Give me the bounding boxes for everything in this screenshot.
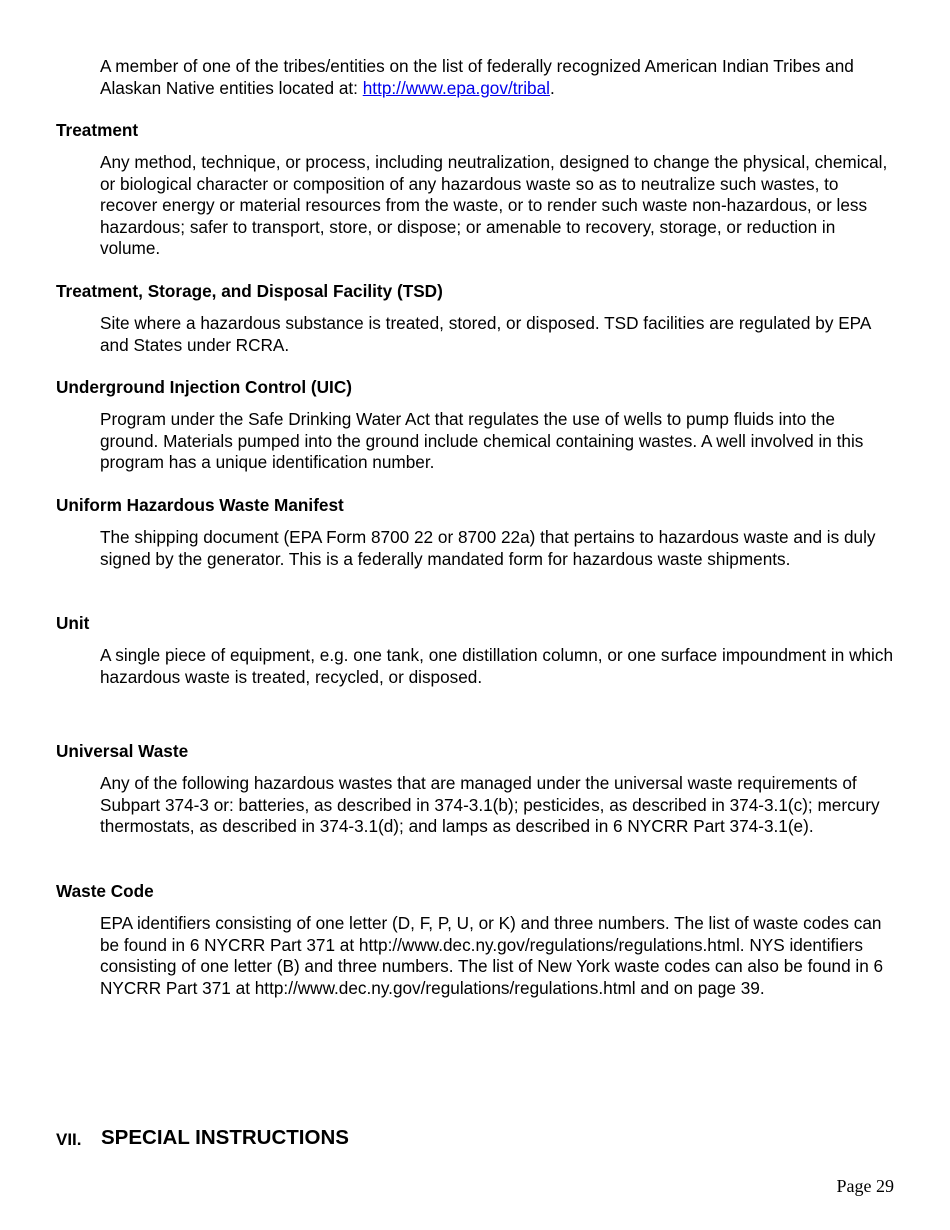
term-unit: Unit xyxy=(56,613,90,633)
intro-text: A member of one of the tribes/entities on the list of federally recognized American Indian Tribes and Alaskan Native entities located at: xyxy=(100,56,854,98)
term-treatment: Treatment xyxy=(56,120,139,140)
definition-waste-code: EPA identifiers consisting of one letter (D, F, P, U, or K) and three numbers. The list of waste codes can be found in 6 NYCRR Part 371 at http://www.dec.ny.gov/regulations/regulations.html. NYS identifiers consisting of one letter (B) and three numbers. The list of New York waste codes can also be found in 6 NYCRR Part 371 at http://www.dec.ny.gov/regulations/regulations.html and on page 39. xyxy=(100,913,884,998)
page-number: Page 29 xyxy=(836,1176,894,1196)
tribal-link[interactable]: http://www.epa.gov/tribal xyxy=(362,77,550,98)
definition-uic: Program under the Safe Drinking Water Act that regulates the use of wells to pump fluids into the ground. Materials pumped into the ground include chemical containing wastes. A well involved in this program has a unique identification number. xyxy=(100,409,864,472)
intro-paragraph xyxy=(100,56,895,99)
definition-treatment: Any method, technique, or process, including neutralization, designed to change the physical, chemical, or biological character or composition of any hazardous waste so as to neutralize such wastes, to recover energy or material resources from the waste, or to render such waste non-hazardous, or less hazardous; safer to transport, store, or dispose; or amenable to recovery, storage, or reduction in volume. xyxy=(100,152,888,258)
section-number: VII. xyxy=(56,1130,82,1149)
term-waste-code: Waste Code xyxy=(56,881,154,901)
term-tsd: Treatment, Storage, and Disposal Facility (TSD) xyxy=(56,281,443,301)
term-universal-waste: Universal Waste xyxy=(56,741,189,761)
intro-suffix: . xyxy=(549,77,555,98)
section-title: SPECIAL INSTRUCTIONS xyxy=(101,1126,349,1149)
term-uic: Underground Injection Control (UIC) xyxy=(56,377,352,397)
definition-universal-waste: Any of the following hazardous wastes that are managed under the universal waste requirements of Subpart 374-3 or: batteries, as described in 374-3.1(b); pesticides, as described in 374-3.1(c); mercury thermostats, as described in 374-3.1(d); and lamps as described in 6 NYCRR Part 374-3.1(e). xyxy=(100,773,880,836)
term-manifest: Uniform Hazardous Waste Manifest xyxy=(56,495,344,515)
definition-unit: A single piece of equipment, e.g. one tank, one distillation column, or one surface impoundment in which hazardous waste is treated, recycled, or disposed. xyxy=(100,645,894,687)
definition-tsd: Site where a hazardous substance is treated, stored, or disposed. TSD facilities are regulated by EPA and States under RCRA. xyxy=(100,313,871,355)
definition-manifest: The shipping document (EPA Form 8700 22 or 8700 22a) that pertains to hazardous waste and is duly signed by the generator. This is a federally mandated form for hazardous waste shipments. xyxy=(100,527,876,569)
